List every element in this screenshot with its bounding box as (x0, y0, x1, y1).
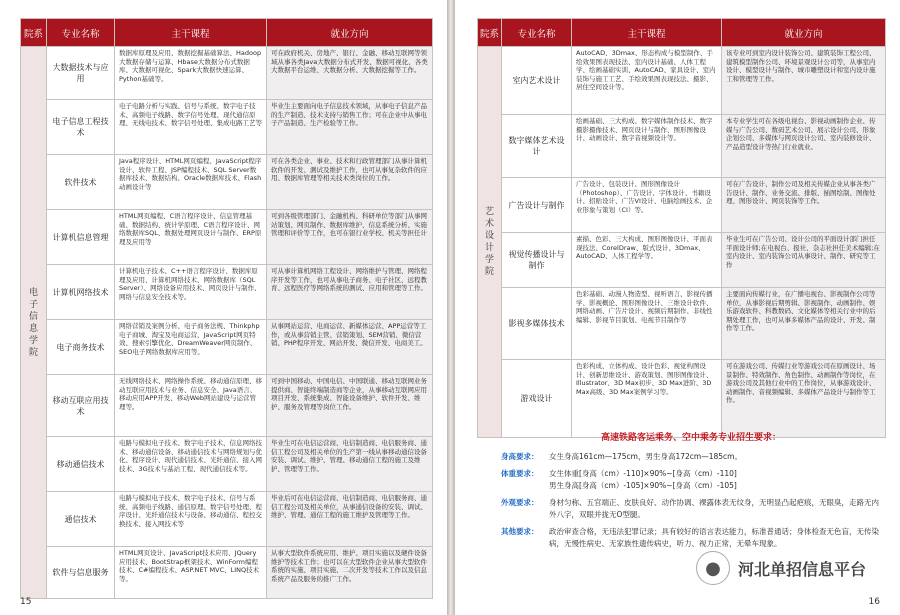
career-direction: 该专业可到室内设计装饰公司、建筑装饰工程公司、建筑模型制作公司、环境景观设计公司等，从事室内设计、模型设计与制作、城市雕塑设计和室内设计施工和管理等工作。 (722, 47, 886, 115)
major-name: 影视多媒体技术 (502, 288, 572, 360)
requirement-values (549, 526, 881, 550)
left-page (0, 0, 447, 615)
major-name: 计算机网络技术 (47, 265, 115, 320)
major-name: 计算机信息管理 (47, 210, 115, 265)
requirement-label: 外观要求： (501, 498, 539, 507)
dept-cell: 艺 术 设 计 学 院 (478, 47, 502, 438)
header-major: 专业名称 (47, 19, 115, 47)
major-name: 视觉传播设计与制作 (502, 233, 572, 288)
table-row (478, 233, 886, 288)
requirement-text: 女生身高161cm—175cm，男生身高172cm—185cm。 (549, 452, 742, 461)
career-direction: 本专业学生可在各级电视台、影视动画制作企业、传媒与广告公司、数码艺术公司、展示设计公司、形象企划公司、多媒体与网页设计公司、室内装修设计、产品造型设计等热门行业就业。 (722, 115, 886, 178)
right-page (455, 0, 900, 615)
career-direction: 毕业生主要面向电子信息技术领域，从事电子信息产品的生产制造、技术支持与销售工作；可在企业中从事电子产品制造、生产检验等工作。 (267, 100, 433, 155)
table-row (21, 320, 433, 375)
table-row (21, 547, 433, 599)
watermark-text: 河北单招信息平台 (737, 559, 866, 579)
right-program-table (477, 18, 886, 438)
admission-requirements (501, 430, 881, 555)
major-name: 游戏设计 (502, 360, 572, 438)
table-row (21, 210, 433, 265)
major-name: 大数据技术与应用 (47, 47, 115, 100)
core-courses: Java程序设计、HTML网页编程、JavaScript程序设计、软件工程、JSP编程技术、SQL Server数据库技术、数据结构、Oracle数据库技术、Flash动画设计等 (115, 155, 267, 210)
core-courses: HTML网页编程、C语言程序设计、信息管理基础、数据结构、统计学原理、C语言程序设计、网络数据库SQL、数据处理网页设计与制作、ERP原理及应用等 (115, 210, 267, 265)
career-direction: 可到各级管理部门、金融机构、科研单位等部门从事网站策划、网页制作、数据库维护、信息系统分析、实施管理和评价等工作，也可在银行业学校、机关等担任计 (267, 210, 433, 265)
table-row (21, 47, 433, 100)
header-dept: 院系 (478, 19, 502, 47)
requirement-item (501, 497, 881, 521)
career-direction: 从事网站运营、电商运营、新媒体运营、APP运营等工作，或从事营销主管、营销策划、SEM营销、微信营销、PHP程序开发、网站开发、微信开发、电商美工。 (267, 320, 433, 375)
table-row (478, 178, 886, 233)
page-number: 15 (20, 597, 32, 607)
career-direction: 可在游戏公司、传媒行业等游戏公司在原画设计、场景制作、特效制作、角色制作、动画制作等岗位，在游戏公司及其他行业中的工作岗位，从事游戏设计、动画制作、音视频编辑、多媒体产品设计与制作等工作。 (722, 360, 886, 438)
core-courses: 绘画基础、三大构成、数字媒体制作技术、数字摄影摄像技术、网页设计与制作、图形图像设计、动画设计、数字音视频设计等。 (572, 115, 722, 178)
header-dept: 院系 (21, 19, 47, 47)
career-direction: 毕业生可在电信运营商、电信制造商、电信服务商、通信工程公司及相关单位的生产第一线从事移动通信设备安装、调试、维护、管理、移动通信工程的施工及维护、管理等工作。 (267, 437, 433, 492)
core-courses: 电子电路分析与实践、信号与系统、数字电子技术、高频电子线路、数字信号处理、现代通信原理、无线电技术、数字信号处理、集成电路工艺等 (115, 100, 267, 155)
career-direction: 毕业后可在电信运营商、电信制造商、电信服务商、通信工程公司及相关单位，从事通信设备的安装、调试、维护、管理、通信工程的施工维护及管理等工作。 (267, 492, 433, 547)
table-row (478, 115, 886, 178)
major-name: 数字媒体艺术设计 (502, 115, 572, 178)
table-row (478, 360, 886, 438)
core-courses: AutoCAD、3Dmax、形态构成与模型制作、手绘效果图表现技法、室内设计基础、人体工程学、绘画基础实训、AutoCAD、家具设计、室内装饰与施工工艺、手绘效果图表现技法、摄影、居住空间设计等。 (572, 47, 722, 115)
core-courses: 数据库原理及应用、数据挖掘基础算法、Hadoop大数据存储与运算、Hbase大数据分布式数据库、大数据可视化、Spark大数据快速运算、Python基础等。 (115, 47, 267, 100)
career-direction: 主要面向传媒行业，在广播电视台、影视制作公司等单位，从事影视后期剪辑、影视制作、动画制作、娱乐游戏软件、科教数码、文化媒体等相关行业中的后期处理工作，也可从事多媒体产品的设计、开发、制作等工作。 (722, 288, 886, 360)
dept-cell: 电 子 信 息 学 院 (21, 47, 47, 599)
major-name: 软件与信息服务 (47, 547, 115, 599)
career-direction: 可在政府机关、房地产、银行、金融、移动互联网等领域从事各类Java大数据分布式开发、数据可视化、各类大数据平台运维、大数据分析、大数据挖掘等工作。 (267, 47, 433, 100)
career-direction: 毕业生可在广告公司、设计公司的平面设计部门担任平面设计师;在电视台、报社、杂志社担任美术编辑;在室内设计、室内装饰公司从事设计、制作、研究等工作 (722, 233, 886, 288)
career-direction: 可在广告设计、制作公司及相关传媒企业从事各类广告设计、制作、业务交流、排版、插图绘制、图像处理、图形设计、网页装饰等工作。 (722, 178, 886, 233)
core-courses: 电路与模拟电子技术、数字电子技术、信号与系统、高频电子线路、通信原理、数字信号处理、程序设计、光纤通信技术与设备、移动通信、程控交换技术、接入网技术等 (115, 492, 267, 547)
requirement-values (549, 497, 881, 521)
core-courses: 电路与模拟电子技术、数字电子技术、信息网络技术、移动通信设备、移动通信技术与网络规划与优化、程序设计、现代通信技术、光纤通信、接入网技术、3G技术与基站工程、现代通信技术等。 (115, 437, 267, 492)
requirement-values (549, 451, 742, 463)
career-direction: 可在各类企业、事业、技术和行政管理部门从事计算机软件的开发、测试及维护工作，也可从事复杂软件的应用、数据库管理等相关技术类岗位的工作。 (267, 155, 433, 210)
major-name: 广告设计与制作 (502, 178, 572, 233)
table-row (21, 492, 433, 547)
major-name: 电子信息工程技术 (47, 100, 115, 155)
table-row (478, 288, 886, 360)
table-row (21, 155, 433, 210)
major-name: 电子商务技术 (47, 320, 115, 375)
page-number: 16 (868, 597, 880, 607)
wechat-icon: ● (696, 551, 730, 585)
book-gutter (447, 0, 455, 615)
core-courses: 色彩构成、立体构成、设计色彩、视觉构图设计、创新思维设计、游戏策划、图形图像设计、Illustrator、3D Max初步、3D Max进阶、3D Max高级、3D Max案例学习等。 (572, 360, 722, 438)
requirement-text: 男生身高[身高（cm）-105]×90%~[身高（cm）-105] (549, 481, 737, 490)
career-direction: 可从事计算机网络工程设计、网络维护与管理、网络程序开发等工作，也可从事电子商务、电子社区、远程教育、远程医疗等网络系统的测试、应用和管理等工作。 (267, 265, 433, 320)
table-row (21, 375, 433, 437)
major-name: 通信技术 (47, 492, 115, 547)
requirement-text: 身材匀称、五官端正、皮肤良好、动作协调、裸露体表无纹身，无明显凸起疤痕，无眼臭，走路无内外八字，双眼并拢无O型腿。 (549, 498, 879, 519)
major-name: 软件技术 (47, 155, 115, 210)
watermark (696, 551, 866, 585)
core-courses: 色彩基础、动漫人物造型、视听语言、影视传播学、影视概论、图形图像设计、三维设计软件、网络动画、广告片设计、视频后期制作、非线性编辑、影视节目策划、电视节目制作等 (572, 288, 722, 360)
requirement-label: 其他要求： (501, 527, 539, 536)
table-row (478, 47, 886, 115)
core-courses: 无线网络技术、网络操作系统、移动通信原理、移动互联应用技术与业务、信息安全、Java语言、移动应用APP开发、移动Web网站建设与运营管理等。 (115, 375, 267, 437)
requirement-item (501, 526, 881, 550)
requirement-text: 政治审查合格，无违法犯罪记录；具有较好的语言表达能力，标准普通话；身体检查无色盲，无传染病，无慢性病史、无家族性遗传病史，听力、视力正常，无晕车现象。 (549, 527, 879, 548)
requirement-label: 体重要求： (501, 469, 539, 478)
requirement-item (501, 451, 881, 463)
requirement-text: 女生体重[身高（cm）-110]×90%~[身高（cm）-110] (549, 469, 737, 478)
header-courses: 主干课程 (572, 19, 722, 47)
career-direction: 从事大型软件系统应用、维护、项目实施以及硬件设备维护等技术工作；也可以在大型软件企业从事大型软件系统的实施、项目实施、二次开发等技术工作以及信息系统产品及服务的推广工作。 (267, 547, 433, 599)
requirement-values (549, 468, 737, 492)
header-career: 就业方向 (722, 19, 886, 47)
table-row (21, 437, 433, 492)
requirement-label: 身高要求： (501, 452, 539, 461)
core-courses: 素描、色彩、三大构成、图形图像设计、平面表现技法、CorelDraw、版式设计、3Dmax、AutoCAD、人体工程学等。 (572, 233, 722, 288)
major-name: 移动互联应用技术 (47, 375, 115, 437)
header-major: 专业名称 (502, 19, 572, 47)
table-row (21, 265, 433, 320)
requirement-item (501, 468, 881, 492)
core-courses: HTML网页设计、JavaScript技术应用、JQuery应用技术、BootStrap框架技术、WinForm编程技术、C#编程技术、ASP.NET MVC、LINQ技术等。 (115, 547, 267, 599)
core-courses: 网络营销及案例分析、电子商务法规、Thinkphp电子商城、淘宝及电商运营、JavaScript网页特效、搜索引擎优化、DreamWeaver网页制作、SEO电子网络数据库应用等。 (115, 320, 267, 375)
table-row (21, 100, 433, 155)
core-courses: 广告设计、包装设计、图形图像设计（Photoshop）、广告设计、字体设计、书籍设计、招贴设计、广告VI设计、电脑绘画技术、企业形象与策划（CI）等。 (572, 178, 722, 233)
requirements-title: 高速铁路客运乘务、空中乘务专业招生要求： (600, 433, 781, 443)
header-career: 就业方向 (267, 19, 433, 47)
major-name: 移动通信技术 (47, 437, 115, 492)
left-program-table (20, 18, 433, 599)
major-name: 室内艺术设计 (502, 47, 572, 115)
core-courses: 计算机电子技术、C++语言程序设计、数据库原理及应用、计算机网络技术、网络数据库（SQL Server）、网络设备应用技术、网页设计与制作、网络与信息安全技术等。 (115, 265, 267, 320)
header-courses: 主干课程 (115, 19, 267, 47)
career-direction: 可到中国移动、中国电信、中国联通、移动互联网业务提供商、智能终端制造商等企业，从事移动互联网应用项目开发、系统集成、智能设备维护、软件开发、维护、服务及管理等岗位工作。 (267, 375, 433, 437)
